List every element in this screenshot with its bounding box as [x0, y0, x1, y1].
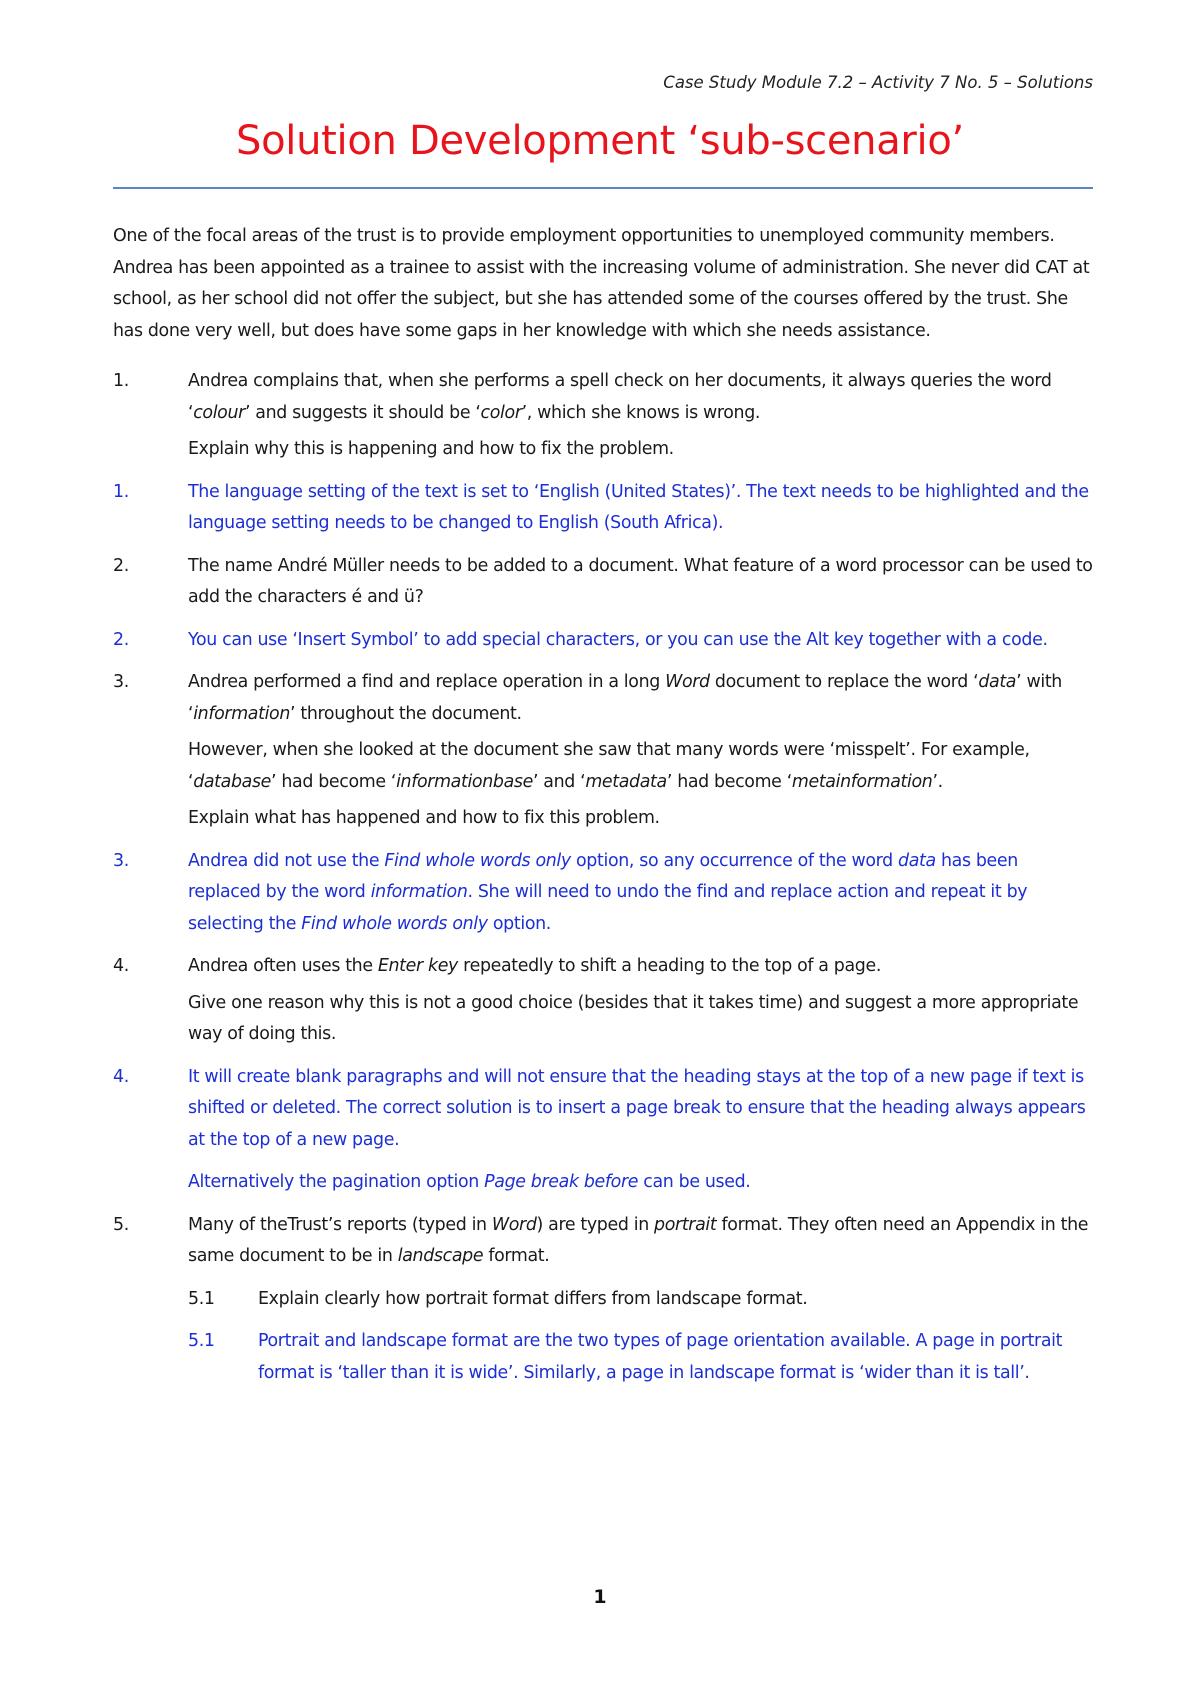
- page-header: Case Study Module 7.2 – Activity 7 No. 5 – Solutions: [663, 73, 1093, 92]
- question-number: 2.: [113, 555, 129, 576]
- answer-number: 4.: [113, 1066, 129, 1087]
- question-text: Andrea complains that, when she performs a spell check on her documents, it always queries the word ‘colour’ and suggests it should be ‘color’, which she knows is wrong.: [188, 371, 1052, 423]
- answer-number: 3.: [113, 850, 129, 871]
- question-instruction: Give one reason why this is not a good choice (besides that it takes time) and suggest a more appropriate way of doing this.: [188, 992, 1079, 1044]
- question-text: Andrea performed a find and replace operation in a long Word document to replace the word ‘data’ with ‘information’ throughout the document.: [188, 672, 1062, 724]
- question-4: [113, 951, 1093, 1051]
- answer-text: You can use ‘Insert Symbol’ to add special characters, or you can use the Alt key together with a code.: [188, 629, 1048, 650]
- title-rule: [113, 187, 1093, 189]
- question-1: [113, 366, 1093, 466]
- question-5: [113, 1210, 1093, 1273]
- answer-3: [113, 846, 1093, 941]
- answer-5-1: [188, 1326, 1093, 1389]
- answer-alternative: Alternatively the pagination option Page break before can be used.: [188, 1172, 751, 1192]
- answer-text: The language setting of the text is set to ‘English (United States)’. The text needs to be highlighted and the language setting needs to be changed to English (South Africa).: [188, 481, 1089, 533]
- document-body: [113, 221, 1093, 1400]
- question-3: [113, 667, 1093, 835]
- answer-4: [113, 1062, 1093, 1199]
- answer-number: 2.: [113, 629, 129, 650]
- question-text: Many of theTrust’s reports (typed in Word) are typed in portrait format. They often need an Appendix in the same document to be in landscape format.: [188, 1214, 1089, 1266]
- document-title: Solution Development ‘sub-scenario’: [236, 118, 964, 164]
- question-5-1: [188, 1284, 1093, 1316]
- question-instruction: Explain what has happened and how to fix this problem.: [188, 808, 660, 828]
- question-2: [113, 551, 1093, 614]
- intro-paragraph: One of the focal areas of the trust is to provide employment opportunities to unemployed community members. Andrea has been appointed as a trainee to assist with the increasing volume of administration. She never did CAT at school, as her school did not offer the subject, but she has attended some of the courses offered by the trust. She has done very well, but does have some gaps in her knowledge with which she needs assistance.: [113, 226, 1090, 341]
- answer-text: Portrait and landscape format are the two types of page orientation available. A page in portrait format is ‘taller than it is wide’. Similarly, a page in landscape format is ‘wider than it is tall’.: [258, 1331, 1063, 1383]
- answer-2: [113, 625, 1093, 657]
- question-number: 1.: [113, 371, 129, 391]
- question-number: 5.1: [188, 1288, 215, 1309]
- question-text: Andrea often uses the Enter key repeatedly to shift a heading to the top of a page.: [188, 956, 882, 976]
- question-text: The name André Müller needs to be added to a document. What feature of a word processor can be used to add the characters é and ü?: [188, 555, 1093, 607]
- answer-text: Andrea did not use the Find whole words only option, so any occurrence of the word data has been replaced by the word information. She will need to undo the find and replace action and repeat it by selecting the Find whole words only option.: [188, 850, 1028, 934]
- answer-number: 1.: [113, 481, 129, 502]
- question-number: 4.: [113, 956, 129, 976]
- page-number: 1: [593, 1586, 607, 1608]
- answer-1: [113, 477, 1093, 540]
- question-instruction: Explain why this is happening and how to fix the problem.: [188, 439, 674, 459]
- answer-number: 5.1: [188, 1331, 215, 1351]
- question-text: Explain clearly how portrait format differs from landscape format.: [258, 1288, 808, 1309]
- question-number: 5.: [113, 1214, 129, 1235]
- answer-text: It will create blank paragraphs and will not ensure that the heading stays at the top of a new page if text is shifted or deleted. The correct solution is to insert a page break to ensure that the heading always appears at the top of a new page.: [188, 1066, 1086, 1150]
- question-number: 3.: [113, 672, 129, 692]
- question-example: However, when she looked at the document she saw that many words were ‘misspelt’. For example, ‘database’ had become ‘informationbase’ and ‘metadata’ had become ‘metainformation’.: [188, 740, 1030, 792]
